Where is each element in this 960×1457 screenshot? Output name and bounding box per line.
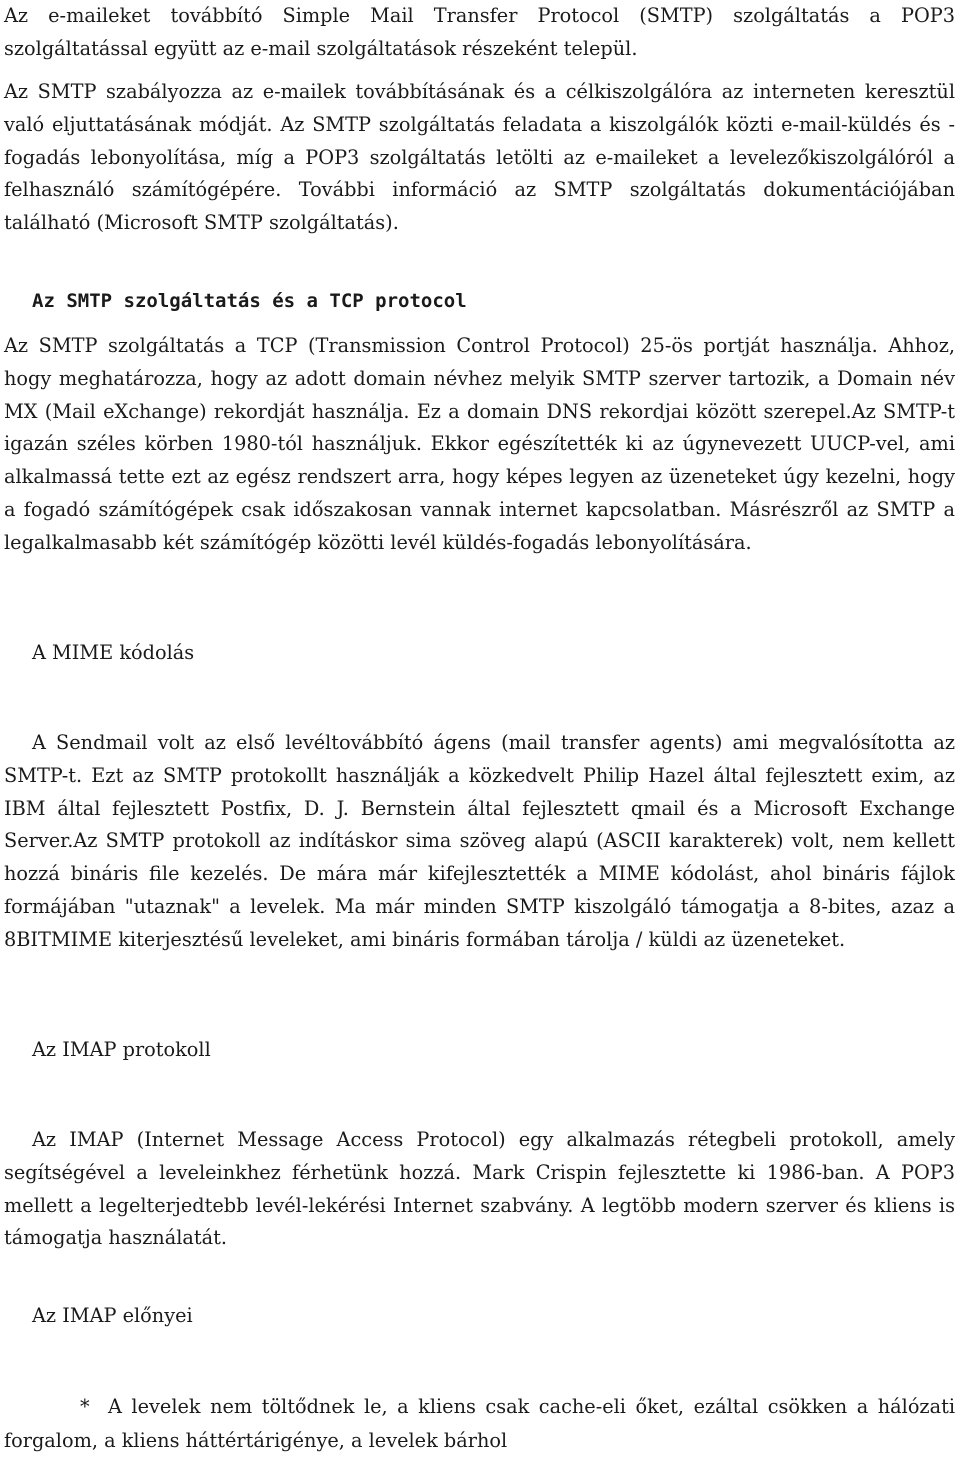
list-item-imap-advantage	[4, 1390, 955, 1457]
paragraph-smtp-description: Az SMTP szabályozza az e-mailek továbbításának és a célkiszolgálóra az interneten keresztül való eljuttatásának módját. Az SMTP szolgáltatás feladata a kiszolgálók közti e-mail-küldés és -fogadás lebonyolítása, míg a POP3 szolgáltatás letölti az e-maileket a levelezőkiszolgálóról a felhasználó számítógépére. További információ az SMTP szolgáltatás dokumentációjában található (Microsoft SMTP szolgáltatás).	[4, 80, 955, 235]
heading-imap-advantages: Az IMAP előnyei	[32, 1304, 193, 1327]
paragraph-imap: Az IMAP (Internet Message Access Protocol) egy alkalmazás rétegbeli protokoll, amely segítségével a leveleinkhez férhetünk hozzá. Mark Crispin fejlesztette ki 1986-ban. A POP3 mellett a legelterjedtebb levél-lekérési Internet szabvány. A legtöbb modern szerver és kliens is támogatja használatát.	[4, 1128, 955, 1250]
heading-smtp-tcp: Az SMTP szolgáltatás és a TCP protocol	[32, 290, 467, 312]
paragraph-smtp-intro: Az e-maileket továbbító Simple Mail Transfer Protocol (SMTP) szolgáltatás a POP3 szolgáltatással együtt az e-mail szolgáltatások részeként települ.	[4, 4, 955, 60]
paragraph-mime: A Sendmail volt az első levéltovábbító ágens (mail transfer agents) ami megvalósította az SMTP-t. Ezt az SMTP protokollt használják a közkedvelt Philip Hazel által fejlesztett exim, az IBM által fejlesztett Postfix, D. J. Bernstein által fejlesztett qmail és a Microsoft Exchange Server.Az SMTP protokoll az indításkor sima szöveg alapú (ASCII karakterek) volt, nem kellett hozzá bináris file kezelés. De mára már kifejlesztették a MIME kódolást, ahol bináris fájlok formájában "utaznak" a levelek. Ma már minden SMTP kiszolgáló támogatja a 8-bites, azaz a 8BITMIME kiterjesztésű leveleket, ami bináris formában tárolja / küldi az üzeneteket.	[4, 731, 955, 951]
heading-mime: A MIME kódolás	[32, 641, 195, 664]
heading-imap: Az IMAP protokoll	[32, 1038, 211, 1061]
paragraph-smtp-tcp: Az SMTP szolgáltatás a TCP (Transmission Control Protocol) 25-ös portját használja. Ahhoz, hogy meghatározza, hogy az adott domain névhez melyik SMTP szerver tartozik, a Domain név MX (Mail eXchange) rekordját használja. Ez a domain DNS rekordjai között szerepel.Az SMTP-t igazán széles körben 1980-tól használjuk. Ekkor egészítették ki az úgynevezett UUCP-vel, ami alkalmassá tette ezt az egész rendszert arra, hogy képes legyen az üzeneteket úgy kezelni, hogy a fogadó számítógépek csak időszakosan vannak internet kapcsolatban. Másrészről az SMTP a legalkalmasabb két számítógép közötti levél küldés-fogadás lebonyolítására.	[4, 334, 955, 554]
bullet-text: A levelek nem töltődnek le, a kliens csak cache-eli őket, ezáltal csökken a hálózati forgalom, a kliens háttértárigénye, a levelek bárhol	[4, 1395, 955, 1452]
bullet-star-icon: *	[80, 1395, 90, 1418]
